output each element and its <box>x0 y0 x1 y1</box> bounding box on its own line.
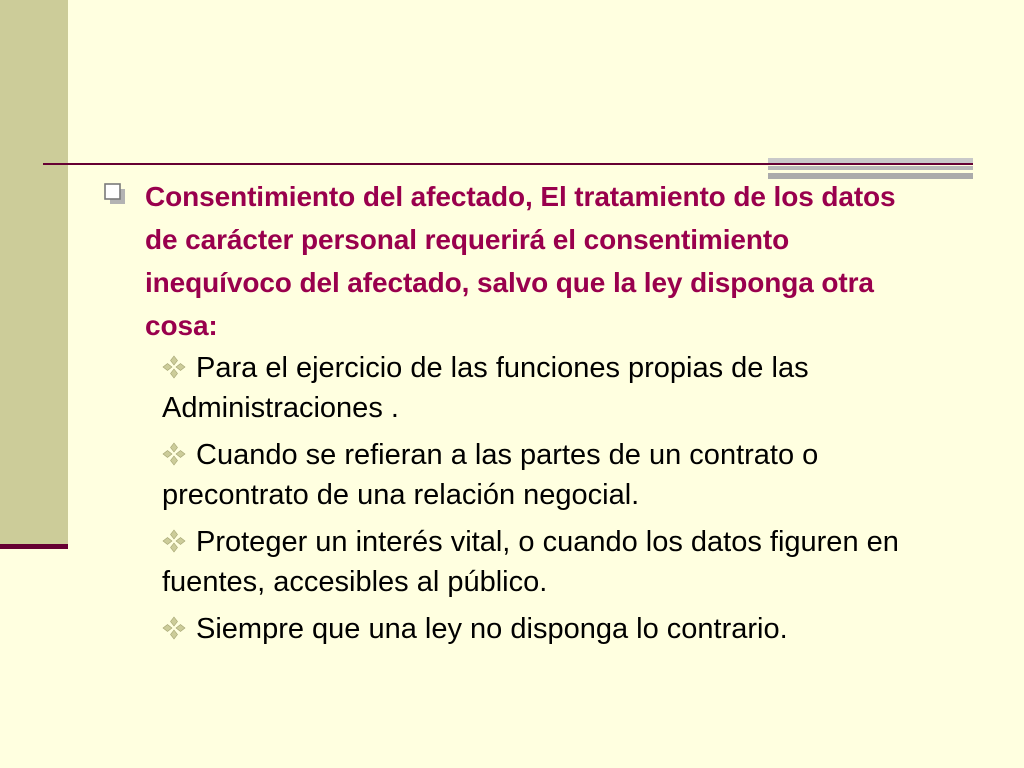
diamond-bullet-icon <box>162 529 186 553</box>
sub-point <box>162 348 962 428</box>
checkbox-bullet-icon <box>104 183 126 205</box>
divider-accent <box>768 158 973 163</box>
sub-point <box>162 522 962 602</box>
sub-point <box>162 609 962 649</box>
sub-point-text: Cuando se refieran a las partes de un contrato o precontrato de una relación negocial. <box>162 439 819 511</box>
title-divider <box>43 163 973 165</box>
divider-accent <box>768 166 973 170</box>
diamond-bullet-icon <box>162 616 186 640</box>
main-point-text: Consentimiento del afectado, El tratamiento de los datos de carácter personal requerirá el consentimiento inequívoco del afectado, salvo que la ley disponga otra cosa: <box>145 181 896 341</box>
side-bar-rule <box>0 544 68 549</box>
diamond-bullet-icon <box>162 442 186 466</box>
sub-point-text: Para el ejercicio de las funciones propias de las Administraciones . <box>162 352 809 424</box>
diamond-bullet-icon <box>162 355 186 379</box>
sub-point-text: Proteger un interés vital, o cuando los datos figuren en fuentes, accesibles al público. <box>162 526 899 598</box>
main-bullet-point <box>100 175 920 347</box>
sub-point-text: Siempre que una ley no disponga lo contrario. <box>196 613 788 645</box>
sub-point-list <box>162 348 962 656</box>
sub-point <box>162 435 962 515</box>
side-bar <box>0 0 68 545</box>
